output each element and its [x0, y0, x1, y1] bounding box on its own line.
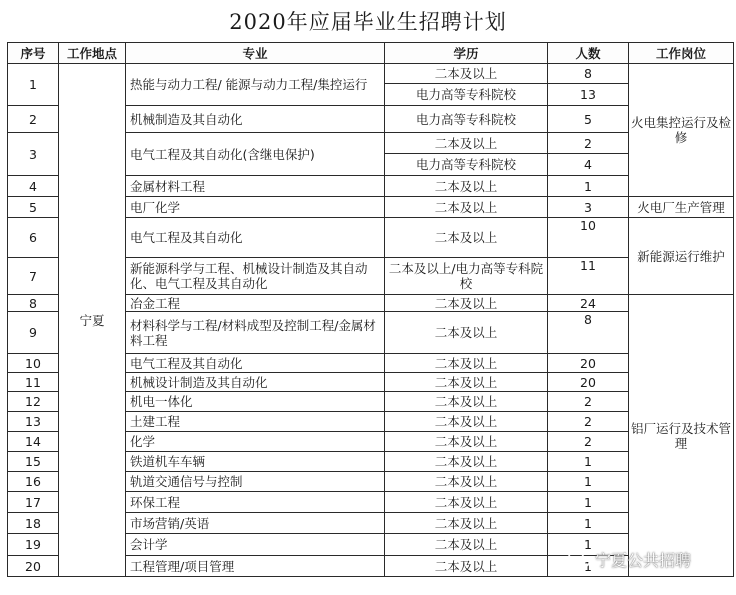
row-number: 3	[8, 133, 59, 176]
header-cell: 人数	[548, 43, 629, 64]
major-cell: 金属材料工程	[126, 176, 385, 197]
major-cell: 材料科学与工程/材料成型及控制工程/金属材料工程	[126, 312, 385, 354]
major-cell: 铁道机车车辆	[126, 452, 385, 472]
count-cell: 1	[548, 556, 629, 577]
major-cell: 冶金工程	[126, 295, 385, 312]
education-cell: 电力高等专科院校	[385, 154, 548, 176]
education-cell: 二本及以上	[385, 354, 548, 373]
major-cell: 轨道交通信号与控制	[126, 472, 385, 492]
header-cell: 专业	[126, 43, 385, 64]
education-cell: 二本及以上	[385, 176, 548, 197]
row-number: 4	[8, 176, 59, 197]
table-row	[8, 64, 734, 84]
watermark	[568, 548, 691, 571]
count-cell: 4	[548, 154, 629, 176]
count-cell: 1	[548, 534, 629, 556]
row-number: 7	[8, 258, 59, 295]
count-cell: 8	[548, 64, 629, 84]
row-number: 6	[8, 218, 59, 258]
position-cell: 火电集控运行及检修	[629, 64, 734, 197]
education-cell: 二本及以上	[385, 452, 548, 472]
major-cell: 新能源科学与工程、机械设计制造及其自动化、电气工程及其自动化	[126, 258, 385, 295]
education-cell: 二本及以上	[385, 133, 548, 154]
major-cell: 热能与动力工程/ 能源与动力工程/集控运行	[126, 64, 385, 106]
row-number: 8	[8, 295, 59, 312]
major-cell: 电气工程及其自动化(含继电保护)	[126, 133, 385, 176]
count-cell: 24	[548, 295, 629, 312]
row-number: 20	[8, 556, 59, 577]
education-cell: 二本及以上	[385, 513, 548, 534]
header-cell: 工作岗位	[629, 43, 734, 64]
major-cell: 机械设计制造及其自动化	[126, 373, 385, 392]
major-cell: 机电一体化	[126, 392, 385, 412]
count-cell: 8	[548, 312, 629, 354]
row-number: 16	[8, 472, 59, 492]
count-cell: 2	[548, 133, 629, 154]
row-number: 10	[8, 354, 59, 373]
header-cell: 序号	[8, 43, 59, 64]
major-cell: 电气工程及其自动化	[126, 354, 385, 373]
position-cell: 铝厂运行及技术管理	[629, 295, 734, 577]
education-cell: 二本及以上	[385, 64, 548, 84]
education-cell: 二本及以上	[385, 312, 548, 354]
work-location: 宁夏	[59, 64, 126, 577]
header-cell: 学历	[385, 43, 548, 64]
education-cell: 二本及以上	[385, 392, 548, 412]
position-cell: 火电厂生产管理	[629, 197, 734, 218]
row-number: 9	[8, 312, 59, 354]
major-cell: 环保工程	[126, 492, 385, 513]
major-cell: 市场营销/英语	[126, 513, 385, 534]
row-number: 5	[8, 197, 59, 218]
count-cell: 11	[548, 258, 629, 295]
education-cell: 二本及以上	[385, 295, 548, 312]
count-cell: 1	[548, 176, 629, 197]
wechat-icon	[568, 551, 590, 569]
count-cell: 2	[548, 432, 629, 452]
row-number: 18	[8, 513, 59, 534]
row-number: 14	[8, 432, 59, 452]
count-cell: 20	[548, 373, 629, 392]
education-cell: 二本及以上	[385, 412, 548, 432]
row-number: 17	[8, 492, 59, 513]
position-cell: 新能源运行维护	[629, 218, 734, 295]
major-cell: 电气工程及其自动化	[126, 218, 385, 258]
education-cell: 电力高等专科院校	[385, 84, 548, 106]
education-cell: 二本及以上	[385, 472, 548, 492]
row-number: 13	[8, 412, 59, 432]
education-cell: 二本及以上	[385, 534, 548, 556]
count-cell: 13	[548, 84, 629, 106]
row-number: 15	[8, 452, 59, 472]
count-cell: 5	[548, 106, 629, 133]
education-cell: 二本及以上/电力高等专科院校	[385, 258, 548, 295]
page-title: 2020年应届毕业生招聘计划	[229, 10, 507, 34]
education-cell: 二本及以上	[385, 556, 548, 577]
education-cell: 二本及以上	[385, 218, 548, 258]
count-cell: 3	[548, 197, 629, 218]
education-cell: 二本及以上	[385, 432, 548, 452]
count-cell: 20	[548, 354, 629, 373]
count-cell: 2	[548, 392, 629, 412]
education-cell: 二本及以上	[385, 373, 548, 392]
row-number: 19	[8, 534, 59, 556]
major-cell: 机械制造及其自动化	[126, 106, 385, 133]
row-number: 2	[8, 106, 59, 133]
table-body	[8, 64, 734, 577]
row-number: 11	[8, 373, 59, 392]
major-cell: 化学	[126, 432, 385, 452]
major-cell: 会计学	[126, 534, 385, 556]
major-cell: 电厂化学	[126, 197, 385, 218]
count-cell: 10	[548, 218, 629, 258]
education-cell: 电力高等专科院校	[385, 106, 548, 133]
education-cell: 二本及以上	[385, 492, 548, 513]
count-cell: 1	[548, 472, 629, 492]
recruitment-table	[7, 42, 734, 577]
count-cell: 2	[548, 412, 629, 432]
header-cell: 工作地点	[59, 43, 126, 64]
count-cell: 1	[548, 513, 629, 534]
row-number: 12	[8, 392, 59, 412]
count-cell: 1	[548, 452, 629, 472]
count-cell: 1	[548, 492, 629, 513]
major-cell: 土建工程	[126, 412, 385, 432]
major-cell: 工程管理/项目管理	[126, 556, 385, 577]
table-header-row	[8, 43, 734, 64]
row-number: 1	[8, 64, 59, 106]
watermark-text: 宁夏公共招聘	[595, 551, 692, 570]
education-cell: 二本及以上	[385, 197, 548, 218]
